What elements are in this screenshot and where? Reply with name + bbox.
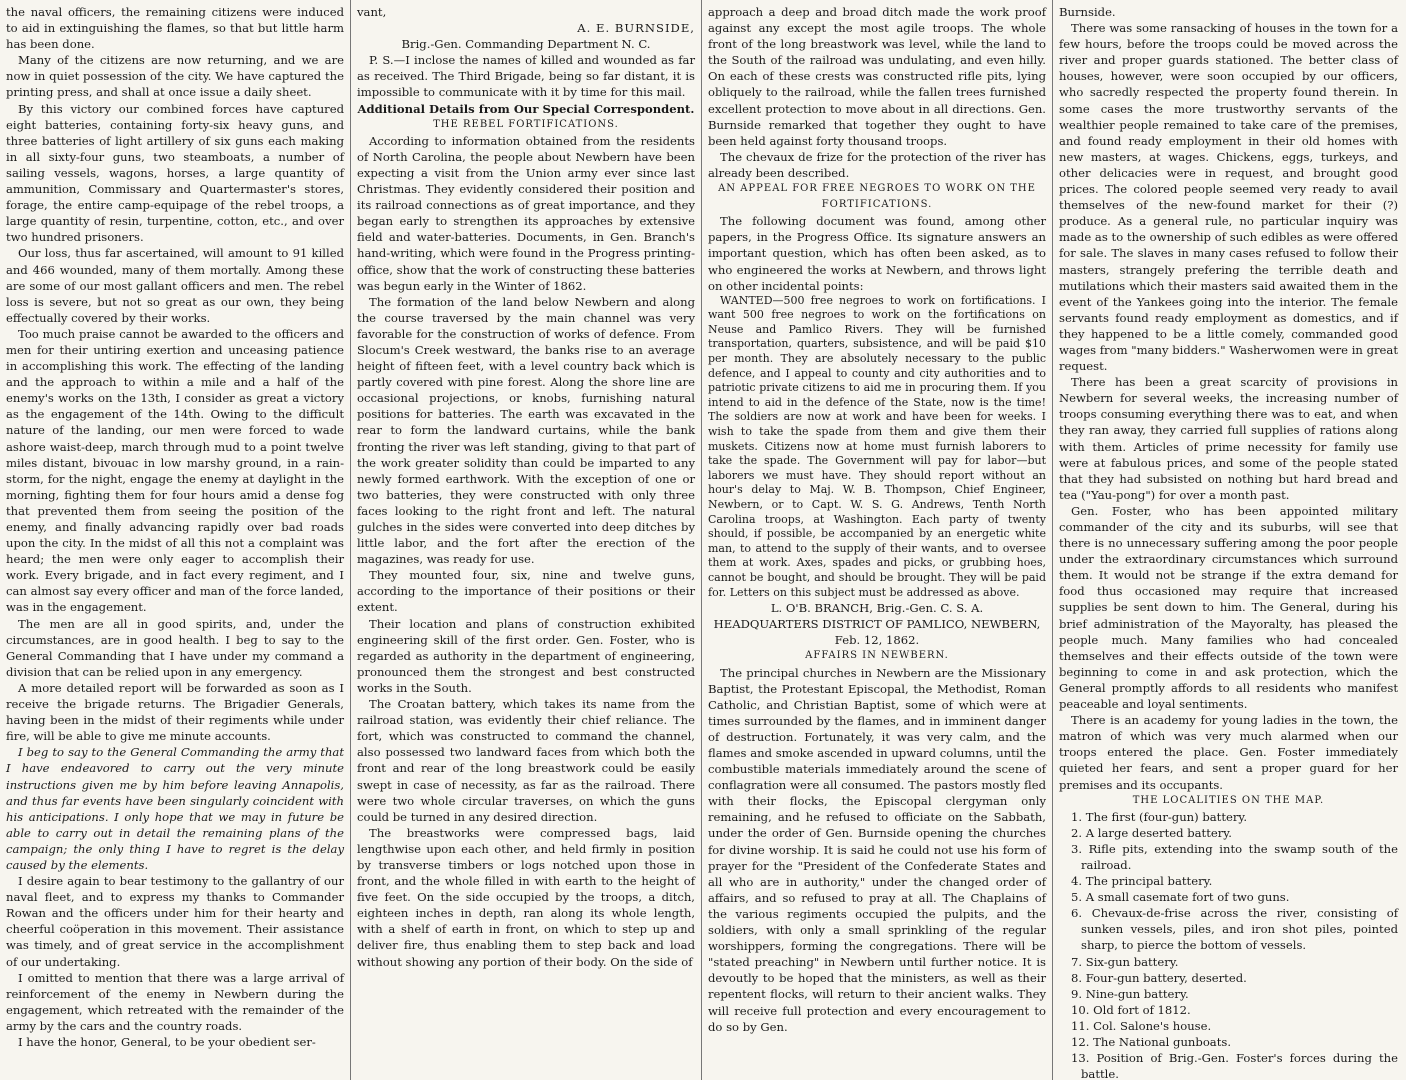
paragraph: Their location and plans of construction exhibited engineering skill of the first order. Gen. Foster, who is regarded as authority in the department of engineering, pronounced them the strongest and best constructed works in the South. (357, 616, 695, 695)
paragraph: 1. The first (four-gun) battery. (1071, 809, 1248, 824)
paragraph: The chevaux de frize for the protection of the river has already been described. (708, 149, 1046, 180)
paragraph: 11. Col. Salone's house. (1071, 1018, 1212, 1033)
paragraph: The Croatan battery, which takes its name from the railroad station, was evidently their chief reliance. The fort, which was constructed to command the channel, also possessed two landward faces from which both the front and rear of the long breastwork could be easily swept in case of necessity, as far as the railroad. There were two whole circular traverses, on which the guns could be turned in any desired direction. (357, 697, 695, 824)
paragraph: Too much praise cannot be awarded to the officers and men for their untiring exertion and unceasing patience in accomplishing this work. The effecting of the landing and the approach to within a mile and a half of the enemy's works on the 13th, I consider as great a victory as the engagement of the 14th. Owing to the difficult nature of the landing, our men were forced to wade ashore waist-deep, march through mud to a point twelve miles distant, bivouac in low marshy ground, in a rain-storm, for the night, engage the enemy at daylight in the morning, fighting them for four hours amid a dense fog that prevented them from seeing the position of the enemy, and finally advancing rapidly over bad roads upon the city. In the midst of all this not a complaint was heard; the men were only eager to accomplish their work. Every brigade, and in fact every regiment, and I can almost say every officer and man of the force landed, was in the engagement. (6, 326, 344, 615)
paragraph: 3. Rifle pits, extending into the swamp south of the railroad. (1071, 841, 1398, 872)
paragraph: P. S.—I inclose the names of killed and wounded as far as received. The Third Brigade, being so far distant, it is impossible to communicate with it by time for this mail. (357, 53, 695, 100)
paragraph: Many of the citizens are now returning, and we are now in quiet possession of the city. We have captured the printing press, and shall at once issue a daily sheet. (6, 53, 344, 100)
paragraph: According to information obtained from the residents of North Carolina, the people about Newbern have been expecting a visit from the Union army ever since last Christmas. They evidently considered their position and its railroad connections as of great importance, and they began early to strengthen its approaches by extensive field and water-batteries. Documents, in Gen. Branch's hand-writing, which were found in the Progress printing-office, show that the work of constructing these batteries was begun early in the Winter of 1862. (357, 133, 695, 293)
paragraph: 9. Nine-gun battery. (1071, 986, 1189, 1001)
paragraph: HEADQUARTERS DISTRICT OF PAMLICO, NEWBERN, Feb. 12, 1862. (713, 617, 1041, 648)
paragraph: WANTED—500 free negroes to work on fortifications. I want 500 free negroes to work on the fortifications on Neuse and Pamlico Rivers. They will be furnished transportation, quarters, subsistence, and will be paid $10 per month. They are absolutely necessary to the public defence, and I appeal to county and city authorities and to patriotic private citizens to aid me in procuring them. If you intend to aid in the defence of the State, now is the time! The soldiers are now at work and have been for weeks. I wish to take the spade from them and give them their muskets. Citizens now at home must furnish laborers to take the spade. The Government will pay for labor—but laborers we must have. They should report without an hour's delay to Maj. W. B. Thompson, Chief Engineer, Newbern, or to Capt. W. S. G. Andrews, Tenth North Carolina troops, at Washington. Each party of twenty should, if possible, be accompanied by an energetic white man, to attend to the supply of their wants, and to oversee them at work. Axes, spades and picks, or grubbing hoes, cannot be bought, and should be brought. They will be paid for. Letters on this subject must be addressed as above. (708, 293, 1046, 599)
paragraph: The formation of the land below Newbern and along the course traversed by the main channel was very favorable for the construction of works of defence. From Slocum's Creek westward, the banks rise to an average height of fifteen feet, with a level country back which is partly covered with pine forest. Along the shore line are occasional projections, or knobs, furnishing natural positions for batteries. The earth was excavated in the rear to form the landward curtains, while the bank fronting the river was left standing, giving to that part of the work greater solidity than could be imparted to any newly formed earthwork. With the exception of one or two batteries, they were constructed with only three faces looking to the right front and left. The natural gulches in the sides were converted into deep ditches by little labor, and the fort after the erection of the magazines, was ready for use. (357, 294, 695, 567)
paragraph: the naval officers, the remaining citizens were induced to aid in extinguishing the flames, so that but little harm has been done. (6, 5, 344, 52)
paragraph: The men are all in good spirits, and, under the circumstances, are in good health. I beg to say to the General Commanding that I have under my command a division that can be relied upon in any emergency. (6, 616, 344, 679)
paragraph: 2. A large deserted battery. (1071, 825, 1232, 840)
paragraph: I omitted to mention that there was a large arrival of reinforcement of the enemy in Newbern during the engagement, which retreated with the remainder of the army by the cars and the country roads. (6, 970, 344, 1033)
paragraph: 7. Six-gun battery. (1071, 954, 1179, 969)
paragraph: 10. Old fort of 1812. (1071, 1002, 1191, 1017)
paragraph: I have the honor, General, to be your obedient ser- (18, 1035, 316, 1049)
column-1 (0, 0, 351, 1080)
paragraph: AN APPEAL FOR FREE NEGROES TO WORK ON THE FORTIFICATIONS. (718, 183, 1036, 211)
paragraph: Gen. Foster, who has been appointed military commander of the city and its suburbs, will see that there is no unnecessary suffering among the poor people under the extraordinary circumstances which surround them. It would not be strange if the extra demand for food thus occasioned may require that increased supplies be sent down to him. The General, during his brief administration of the Mayoralty, has pleased the people much. Many families who had concealed themselves and their effects outside of the town were beginning to come in and ask protection, which the General promptly affords to all residents who manifest peaceable and loyal sentiments. (1059, 503, 1398, 712)
paragraph: The following document was found, among other papers, in the Progress Office. Its signature answers an important question, which has often been asked, as to who engineered the works at Newbern, and throws light on other incidental points: (708, 214, 1046, 293)
paragraph: They mounted four, six, nine and twelve guns, according to the importance of their positions or their extent. (357, 568, 695, 615)
paragraph: By this victory our combined forces have captured eight batteries, containing forty-six heavy guns, and three batteries of light artillery of six guns each making in all sixty-four guns, two steamboats, a number of sailing vessels, wagons, horses, a large quantity of ammunition, Commissary and Quartermaster's stores, forage, the entire camp-equipage of the rebel troops, a large quantity of resin, turpentine, cotton, etc., and over two hundred prisoners. (6, 101, 344, 245)
paragraph: The principal churches in Newbern are the Missionary Baptist, the Protestant Episcopal, the Methodist, Roman Catholic, and Christian Baptist, some of which were at times surrounded by the flames, and in imminent danger of destruction. Fortunately, it was very calm, and the flames and smoke ascended in upward columns, until the combustible materials immediately around the scene of conflagration were all consumed. The pastors mostly fled with their flocks, the Episcopal clergyman only remaining, and he refused to officiate on the Sabbath, under the order of Gen. Burnside opening the churches for divine worship. It is said he could not use his form of prayer for the "President of the Confederate States and all who are in authority," under the changed order of affairs, and so refused to pray at all. The Chaplains of the various regiments occupied the pulpits, and the soldiers, with only a small sprinkling of the regular worshippers, forming the congregations. There will be "stated preaching" in Newbern until further notice. It is devoutly to be hoped that the ministers, as well as their repentent flocks, will return to their ancient walks. They will receive full protection and every encouragement to do so by Gen. (708, 665, 1046, 1034)
paragraph: I beg to say to the General Commanding the army that I have endeavored to carry out the very minute instructions given me by him before leaving Annapolis, and thus far events have been singularly coincident with his anticipations. I only hope that we may in future be able to carry out in detail the remaining plans of the campaign; the only thing I have to regret is the delay caused by the elements. (6, 745, 344, 872)
paragraph: Brig.-Gen. Commanding Department N. C. (401, 37, 651, 52)
paragraph: THE LOCALITIES ON THE MAP. (1132, 794, 1325, 806)
paragraph: approach a deep and broad ditch made the work proof against any except the most agile troops. The whole front of the long breastwork was level, while the land to the South of the railroad was undulating, and even hilly. On each of these crests was constructed rifle pits, lying obliquely to the railroad, while the fallen trees furnished excellent protection to move about in all directions. Gen. Burnside remarked that together they ought to have been held against forty thousand troops. (708, 5, 1046, 148)
paragraph: There is an academy for young ladies in the town, the matron of which was very much alarmed when our troops entered the place. Gen. Foster immediately quieted her fears, and sent a proper guard for her premises and its occupants. (1059, 713, 1398, 792)
paragraph: 6. Chevaux-de-frise across the river, consisting of sunken vessels, piles, and iron shot piles, pointed sharp, to pierce the bottom of vessels. (1071, 906, 1398, 953)
paragraph: AFFAIRS IN NEWBERN. (805, 650, 949, 662)
paragraph: Additional Details from Our Special Correspondent. (357, 101, 695, 116)
paragraph: 8. Four-gun battery, deserted. (1071, 970, 1247, 985)
paragraph: Our loss, thus far ascertained, will amount to 91 killed and 466 wounded, many of them mortally. Among these are some of our most gallant officers and men. The rebel loss is severe, but not so great as our own, they being effectually covered by their works. (6, 246, 344, 325)
paragraph: 5. A small casemate fort of two guns. (1071, 890, 1290, 905)
paragraph: Burnside. (1059, 5, 1116, 19)
paragraph: 12. The National gunboats. (1071, 1035, 1232, 1049)
paragraph: The breastworks were compressed bags, laid lengthwise upon each other, and held firmly in position by transverse timbers or logs notched upon those in front, and the whole filled in with earth to the height of five feet. On the side occupied by the troops, a ditch, eighteen inches in depth, ran along its whole length, with a shelf of earth in front, on which to step up and deliver fire, thus enabling them to step back and load without showing any portion of their body. On the side of (357, 825, 695, 969)
paragraph: A more detailed report will be forwarded as soon as I receive the brigade returns. The Brigadier Generals, having been in the midst of their regiments while under fire, will be able to give me minute accounts. (6, 680, 344, 744)
paragraph: 4. The principal battery. (1071, 874, 1213, 889)
paragraph: vant, (357, 5, 387, 19)
paragraph: 13. Position of Brig.-Gen. Foster's forces during the battle. (1071, 1051, 1398, 1080)
paragraph: A. E. BURNSIDE, (577, 21, 695, 36)
paragraph: L. O'B. BRANCH, Brig.-Gen. C. S. A. (770, 601, 984, 616)
column-3 (702, 0, 1053, 1080)
paragraph: There has been a great scarcity of provisions in Newbern for several weeks, the increasing number of troops consuming everything there was to eat, and when they ran away, they carried full supplies of rations along with them. Articles of prime necessity for family use were at fabulous prices, and some of the people stated that they had subsisted on nothing but hard bread and tea ("Yau-pong") for over a month past. (1059, 375, 1398, 502)
paragraph: I desire again to bear testimony to the gallantry of our naval fleet, and to express my thanks to Commander Rowan and the officers under him for their hearty and cheerful coöperation in this movement. Their assistance was timely, and of great service in the accomplishment of our undertaking. (6, 874, 344, 969)
column-4 (1053, 0, 1404, 1080)
paragraph: There was some ransacking of houses in the town for a few hours, before the troops could be moved across the river and proper guards stationed. The better class of houses, however, were soon occupied by our officers, who sacredly respected the property found therein. In some cases the more trustworthy servants of the wealthier people remained to take care of the premises, and found ready employment in their old homes with new masters, at wages. Chickens, eggs, turkeys, and other delicacies were in request, and brought good prices. The colored people seemed very ready to avail themselves of the new-found market for their (?) produce. As a general rule, no particular inquiry was made as to the ownership of such edibles as were offered for sale. The slaves in many cases refused to follow their masters, strangely prefering the terrible death and mutilations which their masters said awaited them in the event of the Yankees going into the interior. The female servants found ready employment as domestics, and if they happened to be a little comely, commanded good wages from "many bidders." Washerwomen were in great request. (1059, 21, 1398, 374)
column-2 (351, 0, 702, 1080)
paragraph: THE REBEL FORTIFICATIONS. (433, 118, 619, 130)
